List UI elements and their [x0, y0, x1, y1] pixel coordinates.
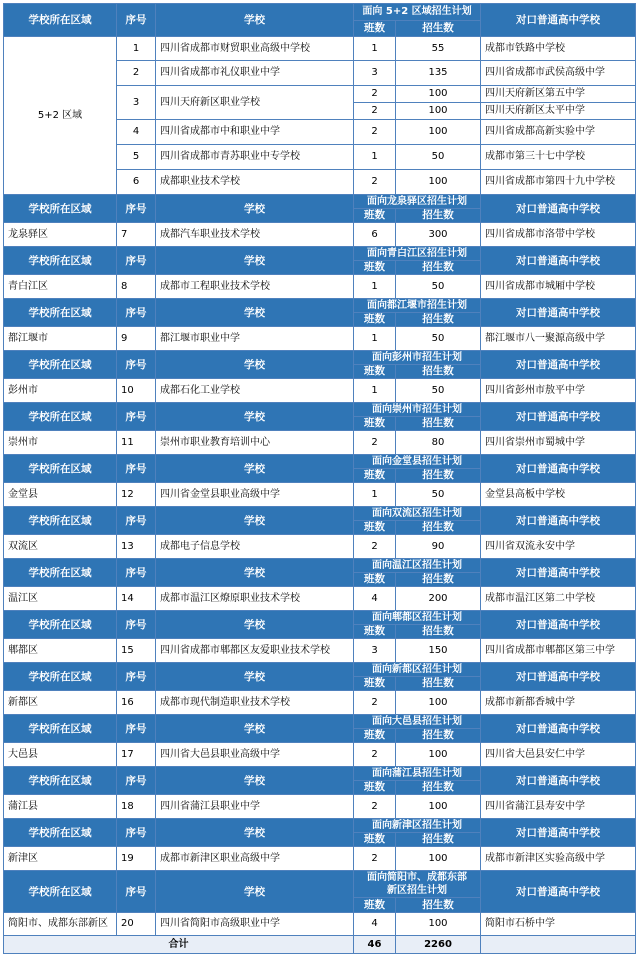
table-row: [4, 379, 636, 403]
seq-cell: 9: [117, 327, 156, 351]
header-row: [4, 195, 636, 209]
total-row: [4, 936, 636, 954]
header-school: 学校: [156, 663, 354, 691]
school-cell: 四川省成都市郫都区友爱职业技术学校: [156, 639, 354, 663]
header-school: 学校: [156, 715, 354, 743]
target-cell: 四川省双流永安中学: [481, 535, 636, 559]
classes-cell: 2: [354, 691, 396, 715]
seq-cell: 15: [117, 639, 156, 663]
header-target: 对口普通高中学校: [481, 871, 636, 913]
header-plan-title: 面向新津区招生计划: [354, 819, 481, 833]
enroll-cell: 100: [396, 847, 481, 871]
header-region: 学校所在区域: [4, 299, 117, 327]
header-seq: 序号: [117, 559, 156, 587]
table-row: [4, 691, 636, 715]
header-enroll: 招生数: [396, 898, 481, 913]
classes-cell: 1: [354, 145, 396, 170]
header-seq: 序号: [117, 4, 156, 37]
region-cell: 龙泉驿区: [4, 223, 117, 247]
classes-cell: 4: [354, 587, 396, 611]
header-enroll: 招生数: [396, 209, 481, 223]
header-region: 学校所在区域: [4, 611, 117, 639]
header-row: [4, 4, 636, 21]
table-row: [4, 639, 636, 663]
table-row: [4, 275, 636, 299]
header-target: 对口普通高中学校: [481, 247, 636, 275]
header-seq: 序号: [117, 195, 156, 223]
enroll-cell: 100: [396, 120, 481, 145]
enroll-cell: 90: [396, 535, 481, 559]
table-row: [4, 535, 636, 559]
header-row: [4, 247, 636, 261]
target-cell: 四川省成都市第四十九中学校: [481, 170, 636, 195]
header-target: 对口普通高中学校: [481, 507, 636, 535]
classes-cell: 1: [354, 275, 396, 299]
header-row: [4, 715, 636, 729]
enroll-cell: 50: [396, 379, 481, 403]
header-region: 学校所在区域: [4, 871, 117, 913]
header-classes: 班数: [354, 677, 396, 691]
school-cell: 成都市工程职业技术学校: [156, 275, 354, 299]
target-cell: 四川省成都市城厢中学校: [481, 275, 636, 299]
header-classes: 班数: [354, 625, 396, 639]
header-plan-title: 面向新都区招生计划: [354, 663, 481, 677]
header-row: [4, 663, 636, 677]
school-cell: 成都电子信息学校: [156, 535, 354, 559]
classes-cell: 1: [354, 327, 396, 351]
header-plan-title: 面向 5+2 区域招生计划: [354, 4, 481, 21]
enroll-cell: 100: [396, 913, 481, 936]
target-cell: 四川省彭州市敖平中学: [481, 379, 636, 403]
school-cell: 都江堰市职业中学: [156, 327, 354, 351]
school-cell: 四川省大邑县职业高级中学: [156, 743, 354, 767]
header-school: 学校: [156, 767, 354, 795]
region-cell: 简阳市、成都东部新区: [4, 913, 117, 936]
seq-cell: 16: [117, 691, 156, 715]
header-target: 对口普通高中学校: [481, 455, 636, 483]
seq-cell: 17: [117, 743, 156, 767]
header-plan-title: 面向青白江区招生计划: [354, 247, 481, 261]
region-cell: 温江区: [4, 587, 117, 611]
header-school: 学校: [156, 403, 354, 431]
header-region: 学校所在区域: [4, 767, 117, 795]
header-target: 对口普通高中学校: [481, 611, 636, 639]
header-seq: 序号: [117, 871, 156, 913]
header-target: 对口普通高中学校: [481, 299, 636, 327]
region-cell: 都江堰市: [4, 327, 117, 351]
table-row: [4, 587, 636, 611]
classes-cell: 2: [354, 535, 396, 559]
table-row: [4, 327, 636, 351]
classes-cell: 2: [354, 86, 396, 103]
enroll-cell: 100: [396, 795, 481, 819]
seq-cell: 10: [117, 379, 156, 403]
header-school: 学校: [156, 4, 354, 37]
target-cell: 成都市第三十七中学校: [481, 145, 636, 170]
header-target: 对口普通高中学校: [481, 559, 636, 587]
seq-cell: 6: [117, 170, 156, 195]
header-region: 学校所在区域: [4, 507, 117, 535]
classes-cell: 2: [354, 120, 396, 145]
header-target: 对口普通高中学校: [481, 403, 636, 431]
header-classes: 班数: [354, 313, 396, 327]
header-target: 对口普通高中学校: [481, 767, 636, 795]
header-enroll: 招生数: [396, 21, 481, 37]
seq-cell: 11: [117, 431, 156, 455]
header-plan-title: 面向大邑县招生计划: [354, 715, 481, 729]
header-enroll: 招生数: [396, 313, 481, 327]
target-cell: 四川省成都市武侯高级中学: [481, 61, 636, 86]
header-school: 学校: [156, 195, 354, 223]
enroll-cell: 50: [396, 275, 481, 299]
header-target: 对口普通高中学校: [481, 663, 636, 691]
header-classes: 班数: [354, 417, 396, 431]
school-cell: 四川省成都市财贸职业高级中学校: [156, 37, 354, 61]
target-cell: 四川省成都市洛带中学校: [481, 223, 636, 247]
enroll-cell: 50: [396, 483, 481, 507]
header-target: 对口普通高中学校: [481, 351, 636, 379]
header-school: 学校: [156, 455, 354, 483]
header-region: 学校所在区域: [4, 559, 117, 587]
total-blank: [481, 936, 636, 954]
header-school: 学校: [156, 611, 354, 639]
total-label: 合计: [4, 936, 354, 954]
header-classes: 班数: [354, 833, 396, 847]
target-cell: 四川省大邑县安仁中学: [481, 743, 636, 767]
header-plan-title: 面向双流区招生计划: [354, 507, 481, 521]
school-cell: 四川省成都市礼仪职业中学: [156, 61, 354, 86]
enroll-cell: 80: [396, 431, 481, 455]
enroll-cell: 150: [396, 639, 481, 663]
school-cell: 四川省蒲江县职业中学: [156, 795, 354, 819]
header-seq: 序号: [117, 767, 156, 795]
header-row: [4, 351, 636, 365]
target-cell: 成都市新津区实验高级中学: [481, 847, 636, 871]
header-enroll: 招生数: [396, 417, 481, 431]
region-cell: 金堂县: [4, 483, 117, 507]
header-seq: 序号: [117, 819, 156, 847]
header-row: [4, 455, 636, 469]
enroll-cell: 300: [396, 223, 481, 247]
school-cell: 成都汽车职业技术学校: [156, 223, 354, 247]
school-cell: 成都市现代制造职业技术学校: [156, 691, 354, 715]
header-row: [4, 767, 636, 781]
header-enroll: 招生数: [396, 469, 481, 483]
header-enroll: 招生数: [396, 677, 481, 691]
header-enroll: 招生数: [396, 365, 481, 379]
header-region: 学校所在区域: [4, 195, 117, 223]
classes-cell: 6: [354, 223, 396, 247]
enroll-cell: 100: [396, 170, 481, 195]
header-seq: 序号: [117, 507, 156, 535]
header-school: 学校: [156, 871, 354, 913]
header-enroll: 招生数: [396, 625, 481, 639]
classes-cell: 2: [354, 103, 396, 120]
classes-cell: 2: [354, 431, 396, 455]
enroll-cell: 100: [396, 691, 481, 715]
seq-cell: 14: [117, 587, 156, 611]
seq-cell: 5: [117, 145, 156, 170]
classes-cell: 2: [354, 847, 396, 871]
school-cell: 成都石化工业学校: [156, 379, 354, 403]
enrollment-table: [3, 3, 636, 954]
header-plan-title: 面向蒲江县招生计划: [354, 767, 481, 781]
region-cell: 彭州市: [4, 379, 117, 403]
header-region: 学校所在区域: [4, 247, 117, 275]
region-cell: 蒲江县: [4, 795, 117, 819]
seq-cell: 20: [117, 913, 156, 936]
table-row: [4, 847, 636, 871]
target-cell: 四川省成都市郫都区第三中学: [481, 639, 636, 663]
target-cell: 成都市铁路中学校: [481, 37, 636, 61]
region-cell: 新都区: [4, 691, 117, 715]
header-target: 对口普通高中学校: [481, 195, 636, 223]
table-row: [4, 37, 636, 61]
classes-cell: 2: [354, 743, 396, 767]
header-school: 学校: [156, 819, 354, 847]
header-classes: 班数: [354, 365, 396, 379]
header-region: 学校所在区域: [4, 715, 117, 743]
school-cell: 四川省成都市中和职业中学: [156, 120, 354, 145]
header-classes: 班数: [354, 469, 396, 483]
header-row: [4, 819, 636, 833]
header-school: 学校: [156, 247, 354, 275]
table-body: [4, 4, 636, 954]
header-row: [4, 871, 636, 898]
enroll-cell: 135: [396, 61, 481, 86]
header-region: 学校所在区域: [4, 351, 117, 379]
region-cell: 5+2 区域: [4, 37, 117, 195]
header-region: 学校所在区域: [4, 819, 117, 847]
region-cell: 双流区: [4, 535, 117, 559]
header-enroll: 招生数: [396, 833, 481, 847]
target-cell: 四川省蒲江县寿安中学: [481, 795, 636, 819]
header-enroll: 招生数: [396, 729, 481, 743]
header-region: 学校所在区域: [4, 4, 117, 37]
header-enroll: 招生数: [396, 261, 481, 275]
seq-cell: 13: [117, 535, 156, 559]
header-classes: 班数: [354, 573, 396, 587]
header-row: [4, 507, 636, 521]
header-region: 学校所在区域: [4, 663, 117, 691]
header-row: [4, 403, 636, 417]
header-plan-title: 面向都江堰市招生计划: [354, 299, 481, 313]
target-cell: 成都市温江区第二中学校: [481, 587, 636, 611]
school-cell: 成都市温江区燎原职业技术学校: [156, 587, 354, 611]
header-region: 学校所在区域: [4, 455, 117, 483]
seq-cell: 18: [117, 795, 156, 819]
table-row: [4, 743, 636, 767]
seq-cell: 3: [117, 86, 156, 120]
header-plan-title: 面向彭州市招生计划: [354, 351, 481, 365]
table-row: [4, 795, 636, 819]
header-classes: 班数: [354, 21, 396, 37]
header-seq: 序号: [117, 455, 156, 483]
header-seq: 序号: [117, 299, 156, 327]
school-cell: 四川省成都市青苏职业中专学校: [156, 145, 354, 170]
enroll-cell: 100: [396, 743, 481, 767]
header-seq: 序号: [117, 611, 156, 639]
enroll-cell: 50: [396, 327, 481, 351]
header-row: [4, 559, 636, 573]
table-row: [4, 913, 636, 936]
region-cell: 大邑县: [4, 743, 117, 767]
header-target: 对口普通高中学校: [481, 4, 636, 37]
header-row: [4, 611, 636, 625]
header-school: 学校: [156, 299, 354, 327]
region-cell: 青白江区: [4, 275, 117, 299]
header-classes: 班数: [354, 729, 396, 743]
school-cell: 崇州市职业教育培训中心: [156, 431, 354, 455]
school-cell: 成都市新津区职业高级中学: [156, 847, 354, 871]
school-cell: 四川省简阳市高级职业中学: [156, 913, 354, 936]
header-enroll: 招生数: [396, 781, 481, 795]
classes-cell: 1: [354, 379, 396, 403]
target-cell: 四川天府新区第五中学: [481, 86, 636, 103]
header-enroll: 招生数: [396, 521, 481, 535]
target-cell: 四川省崇州市蜀城中学: [481, 431, 636, 455]
header-enroll: 招生数: [396, 573, 481, 587]
enroll-cell: 100: [396, 103, 481, 120]
header-region: 学校所在区域: [4, 403, 117, 431]
header-plan-title-line: 面向简阳市、成都东部: [367, 872, 467, 883]
header-classes: 班数: [354, 209, 396, 223]
school-cell: 四川省金堂县职业高级中学: [156, 483, 354, 507]
header-target: 对口普通高中学校: [481, 715, 636, 743]
seq-cell: 7: [117, 223, 156, 247]
classes-cell: 3: [354, 61, 396, 86]
header-seq: 序号: [117, 715, 156, 743]
seq-cell: 19: [117, 847, 156, 871]
classes-cell: 2: [354, 170, 396, 195]
region-cell: 崇州市: [4, 431, 117, 455]
target-cell: 都江堰市八一聚源高级中学: [481, 327, 636, 351]
enroll-cell: 50: [396, 145, 481, 170]
header-seq: 序号: [117, 247, 156, 275]
classes-cell: 1: [354, 483, 396, 507]
header-plan-title: 面向龙泉驿区招生计划: [354, 195, 481, 209]
target-cell: 四川省成都高新实验中学: [481, 120, 636, 145]
header-classes: 班数: [354, 781, 396, 795]
enroll-cell: 55: [396, 37, 481, 61]
target-cell: 金堂县高板中学校: [481, 483, 636, 507]
header-seq: 序号: [117, 403, 156, 431]
target-cell: 成都市新都香城中学: [481, 691, 636, 715]
header-plan-title: 面向温江区招生计划: [354, 559, 481, 573]
school-cell: 四川天府新区职业学校: [156, 86, 354, 120]
enroll-cell: 200: [396, 587, 481, 611]
school-cell: 成都职业技术学校: [156, 170, 354, 195]
header-plan-title: 面向郫都区招生计划: [354, 611, 481, 625]
target-cell: 四川天府新区太平中学: [481, 103, 636, 120]
seq-cell: 1: [117, 37, 156, 61]
header-plan-title-line: 新区招生计划: [387, 885, 447, 896]
header-school: 学校: [156, 351, 354, 379]
table-row: [4, 483, 636, 507]
classes-cell: 3: [354, 639, 396, 663]
total-classes: 46: [354, 936, 396, 954]
total-enroll: 2260: [396, 936, 481, 954]
header-seq: 序号: [117, 663, 156, 691]
table-row: [4, 431, 636, 455]
header-plan-title: [354, 871, 481, 898]
target-cell: 简阳市石桥中学: [481, 913, 636, 936]
header-school: 学校: [156, 559, 354, 587]
seq-cell: 4: [117, 120, 156, 145]
classes-cell: 1: [354, 37, 396, 61]
header-classes: 班数: [354, 521, 396, 535]
enroll-cell: 100: [396, 86, 481, 103]
header-plan-title: 面向崇州市招生计划: [354, 403, 481, 417]
classes-cell: 2: [354, 795, 396, 819]
classes-cell: 4: [354, 913, 396, 936]
seq-cell: 8: [117, 275, 156, 299]
header-target: 对口普通高中学校: [481, 819, 636, 847]
header-school: 学校: [156, 507, 354, 535]
region-cell: 郫都区: [4, 639, 117, 663]
enrollment-table-container: [3, 3, 635, 954]
region-cell: 新津区: [4, 847, 117, 871]
header-plan-title: 面向金堂县招生计划: [354, 455, 481, 469]
table-row: [4, 223, 636, 247]
seq-cell: 12: [117, 483, 156, 507]
header-classes: 班数: [354, 898, 396, 913]
seq-cell: 2: [117, 61, 156, 86]
header-seq: 序号: [117, 351, 156, 379]
header-row: [4, 299, 636, 313]
header-classes: 班数: [354, 261, 396, 275]
